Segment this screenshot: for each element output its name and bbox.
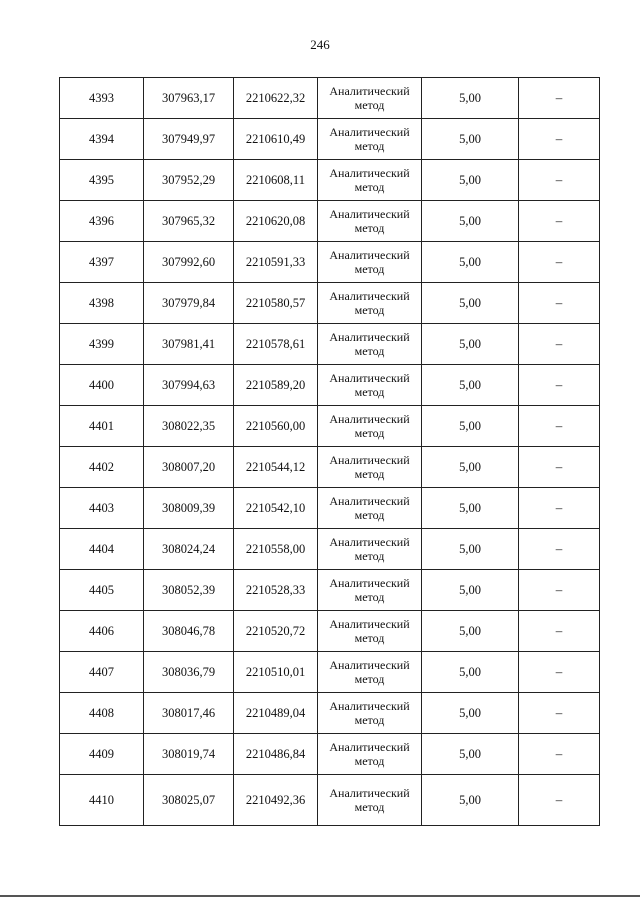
accuracy-value: 5,00	[422, 652, 519, 693]
accuracy-value: 5,00	[422, 734, 519, 775]
table-row	[60, 406, 600, 447]
note-dash: –	[555, 541, 563, 556]
method-text: Аналитический метод	[329, 371, 410, 399]
table-row	[60, 652, 600, 693]
coordinate-y: 2210520,72	[234, 611, 318, 652]
note-cell	[519, 693, 600, 734]
note-dash: –	[555, 582, 563, 597]
note-dash: –	[555, 295, 563, 310]
coordinate-x: 308052,39	[144, 570, 234, 611]
note-dash: –	[555, 500, 563, 515]
point-number: 4396	[60, 201, 144, 242]
coordinate-x: 307952,29	[144, 160, 234, 201]
coordinate-y: 2210578,61	[234, 324, 318, 365]
note-cell	[519, 652, 600, 693]
table-row	[60, 611, 600, 652]
accuracy-value: 5,00	[422, 611, 519, 652]
table-row	[60, 324, 600, 365]
note-dash: –	[555, 705, 563, 720]
method-cell	[318, 447, 422, 488]
point-number: 4401	[60, 406, 144, 447]
method-cell	[318, 78, 422, 119]
table-row	[60, 283, 600, 324]
coordinate-x: 308046,78	[144, 611, 234, 652]
accuracy-value: 5,00	[422, 78, 519, 119]
coordinate-y: 2210544,12	[234, 447, 318, 488]
table-row	[60, 78, 600, 119]
coordinate-y: 2210492,36	[234, 775, 318, 826]
method-text: Аналитический метод	[329, 740, 410, 768]
note-dash: –	[555, 213, 563, 228]
coordinate-y: 2210486,84	[234, 734, 318, 775]
method-cell	[318, 283, 422, 324]
accuracy-value: 5,00	[422, 283, 519, 324]
note-dash: –	[555, 254, 563, 269]
accuracy-value: 5,00	[422, 324, 519, 365]
scan-bottom-edge	[0, 895, 640, 897]
note-cell	[519, 488, 600, 529]
note-cell	[519, 160, 600, 201]
note-cell	[519, 78, 600, 119]
method-text: Аналитический метод	[329, 576, 410, 604]
method-text: Аналитический метод	[329, 494, 410, 522]
coordinate-x: 307963,17	[144, 78, 234, 119]
note-cell	[519, 365, 600, 406]
coordinate-x: 307965,32	[144, 201, 234, 242]
method-text: Аналитический метод	[329, 330, 410, 358]
method-text: Аналитический метод	[329, 84, 410, 112]
coordinate-y: 2210528,33	[234, 570, 318, 611]
coordinate-x: 307979,84	[144, 283, 234, 324]
coordinate-y: 2210558,00	[234, 529, 318, 570]
note-dash: –	[555, 459, 563, 474]
method-text: Аналитический метод	[329, 207, 410, 235]
coordinate-y: 2210489,04	[234, 693, 318, 734]
method-cell	[318, 160, 422, 201]
coordinate-x: 307981,41	[144, 324, 234, 365]
coordinate-y: 2210542,10	[234, 488, 318, 529]
accuracy-value: 5,00	[422, 488, 519, 529]
point-number: 4399	[60, 324, 144, 365]
accuracy-value: 5,00	[422, 119, 519, 160]
coordinate-y: 2210620,08	[234, 201, 318, 242]
note-cell	[519, 119, 600, 160]
coordinate-x: 308022,35	[144, 406, 234, 447]
accuracy-value: 5,00	[422, 447, 519, 488]
note-dash: –	[555, 623, 563, 638]
table-row	[60, 570, 600, 611]
method-cell	[318, 406, 422, 447]
point-number: 4400	[60, 365, 144, 406]
coordinate-x: 308024,24	[144, 529, 234, 570]
note-dash: –	[555, 746, 563, 761]
note-dash: –	[555, 792, 563, 807]
coordinate-y: 2210622,32	[234, 78, 318, 119]
note-cell	[519, 201, 600, 242]
note-cell	[519, 529, 600, 570]
method-text: Аналитический метод	[329, 412, 410, 440]
point-number: 4409	[60, 734, 144, 775]
method-cell	[318, 324, 422, 365]
note-dash: –	[555, 172, 563, 187]
method-text: Аналитический метод	[329, 289, 410, 317]
table-row	[60, 734, 600, 775]
point-number: 4406	[60, 611, 144, 652]
method-cell	[318, 529, 422, 570]
coordinate-y: 2210610,49	[234, 119, 318, 160]
accuracy-value: 5,00	[422, 242, 519, 283]
accuracy-value: 5,00	[422, 775, 519, 826]
coordinate-y: 2210608,11	[234, 160, 318, 201]
coordinate-x: 308017,46	[144, 693, 234, 734]
table-row	[60, 119, 600, 160]
page-number: 246	[310, 37, 330, 52]
point-number: 4394	[60, 119, 144, 160]
point-number: 4404	[60, 529, 144, 570]
accuracy-value: 5,00	[422, 365, 519, 406]
note-dash: –	[555, 377, 563, 392]
note-dash: –	[555, 664, 563, 679]
method-text: Аналитический метод	[329, 786, 410, 814]
coordinate-x: 307949,97	[144, 119, 234, 160]
point-number: 4398	[60, 283, 144, 324]
table-row	[60, 775, 600, 826]
note-dash: –	[555, 131, 563, 146]
note-cell	[519, 406, 600, 447]
note-cell	[519, 775, 600, 826]
point-number: 4408	[60, 693, 144, 734]
note-cell	[519, 242, 600, 283]
note-cell	[519, 611, 600, 652]
coordinate-x: 308009,39	[144, 488, 234, 529]
method-text: Аналитический метод	[329, 248, 410, 276]
method-cell	[318, 242, 422, 283]
method-cell	[318, 119, 422, 160]
method-text: Аналитический метод	[329, 658, 410, 686]
accuracy-value: 5,00	[422, 160, 519, 201]
coordinate-y: 2210510,01	[234, 652, 318, 693]
method-text: Аналитический метод	[329, 535, 410, 563]
coordinate-x: 308007,20	[144, 447, 234, 488]
point-number: 4395	[60, 160, 144, 201]
coordinates-table-body	[60, 78, 600, 826]
table-row	[60, 693, 600, 734]
coordinates-table	[59, 77, 600, 826]
note-cell	[519, 734, 600, 775]
method-cell	[318, 652, 422, 693]
method-text: Аналитический метод	[329, 617, 410, 645]
note-cell	[519, 570, 600, 611]
coordinate-x: 308036,79	[144, 652, 234, 693]
table-row	[60, 365, 600, 406]
table-row	[60, 160, 600, 201]
coordinate-x: 307992,60	[144, 242, 234, 283]
table-row	[60, 447, 600, 488]
accuracy-value: 5,00	[422, 201, 519, 242]
accuracy-value: 5,00	[422, 693, 519, 734]
method-text: Аналитический метод	[329, 166, 410, 194]
point-number: 4410	[60, 775, 144, 826]
method-cell	[318, 693, 422, 734]
note-cell	[519, 447, 600, 488]
coordinate-y: 2210591,33	[234, 242, 318, 283]
point-number: 4405	[60, 570, 144, 611]
table-row	[60, 201, 600, 242]
method-cell	[318, 365, 422, 406]
method-text: Аналитический метод	[329, 453, 410, 481]
note-dash: –	[555, 418, 563, 433]
method-cell	[318, 488, 422, 529]
table-row	[60, 242, 600, 283]
coordinate-x: 307994,63	[144, 365, 234, 406]
point-number: 4402	[60, 447, 144, 488]
accuracy-value: 5,00	[422, 406, 519, 447]
note-dash: –	[555, 90, 563, 105]
coordinate-x: 308025,07	[144, 775, 234, 826]
coordinate-y: 2210560,00	[234, 406, 318, 447]
method-cell	[318, 570, 422, 611]
method-text: Аналитический метод	[329, 699, 410, 727]
point-number: 4407	[60, 652, 144, 693]
note-cell	[519, 283, 600, 324]
coordinate-x: 308019,74	[144, 734, 234, 775]
note-dash: –	[555, 336, 563, 351]
method-cell	[318, 201, 422, 242]
point-number: 4393	[60, 78, 144, 119]
coordinate-y: 2210589,20	[234, 365, 318, 406]
accuracy-value: 5,00	[422, 529, 519, 570]
point-number: 4397	[60, 242, 144, 283]
point-number: 4403	[60, 488, 144, 529]
table-row	[60, 488, 600, 529]
table-row	[60, 529, 600, 570]
method-text: Аналитический метод	[329, 125, 410, 153]
accuracy-value: 5,00	[422, 570, 519, 611]
method-cell	[318, 611, 422, 652]
method-cell	[318, 734, 422, 775]
note-cell	[519, 324, 600, 365]
method-cell	[318, 775, 422, 826]
coordinate-y: 2210580,57	[234, 283, 318, 324]
